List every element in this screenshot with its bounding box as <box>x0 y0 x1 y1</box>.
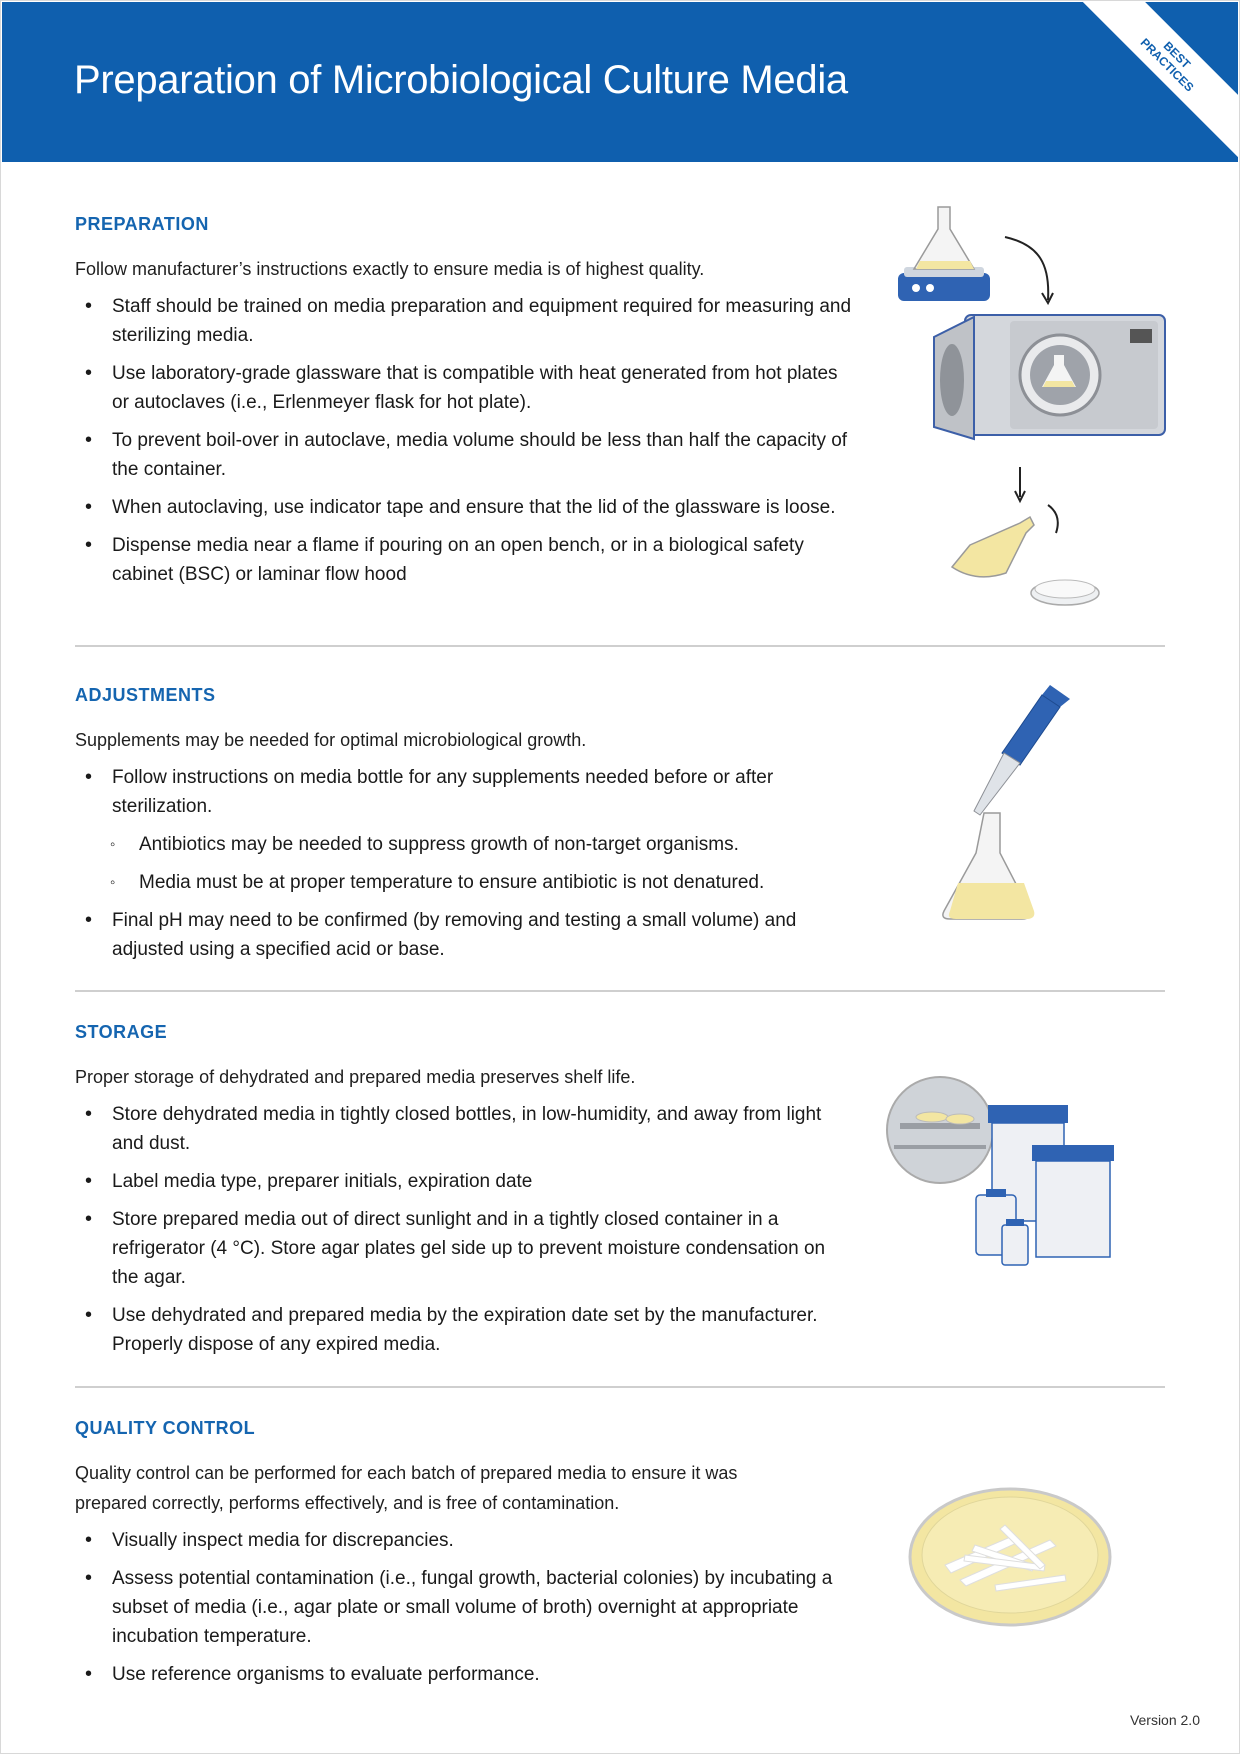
pipette-illustration <box>930 675 1100 925</box>
best-practices-ribbon <box>1065 2 1238 162</box>
section-divider <box>75 1386 1165 1388</box>
bullet-item: • When autoclaving, use indicator tape and ensure that the lid of the glassware is loose. <box>75 493 855 522</box>
bullet-item: • Use reference organisms to evaluate performance. <box>75 1660 855 1689</box>
bullet-list <box>75 292 855 589</box>
autoclave-illustration <box>890 205 1170 615</box>
section-title: PREPARATION <box>75 214 209 234</box>
sub-bullet-item: ◦ Media must be at proper temperature to ensure antibiotic is not denatured. <box>75 868 855 897</box>
refrigerator-inset-icon <box>887 1077 993 1183</box>
section-divider <box>75 990 1165 992</box>
storage-illustration <box>880 1075 1130 1275</box>
flask-icon <box>914 207 974 269</box>
ribbon-label: BEST PRACTICES <box>1137 35 1197 95</box>
page-header <box>2 2 1238 162</box>
bullet-item: • To prevent boil-over in autoclave, media volume should be less than half the capacity of the container. <box>75 426 855 484</box>
bullet-list <box>75 763 855 964</box>
section-title: ADJUSTMENTS <box>75 685 216 705</box>
section-intro: Proper storage of dehydrated and prepared media preserves shelf life. <box>75 1067 636 1087</box>
flask-icon <box>943 813 1034 919</box>
bullet-item: • Staff should be trained on media preparation and equipment required for measuring and sterilizing media. <box>75 292 855 350</box>
bullet-item: • Visually inspect media for discrepancies. <box>75 1526 855 1555</box>
bullet-item: • Use laboratory-grade glassware that is compatible with heat generated from hot plates or autoclaves (i.e., Erlenmeyer flask for hot plate). <box>75 359 855 417</box>
pouring-flask-icon <box>952 517 1034 577</box>
section-quality-control <box>75 1418 855 1698</box>
section-intro: Quality control can be performed for each batch of prepared media to ensure it was prepared correctly, performs effectively, and is free of contamination. <box>75 1463 738 1513</box>
hot-plate-icon <box>898 267 990 301</box>
bullet-item: • Store prepared media out of direct sunlight and in a tightly closed container in a refrigerator (4 °C). Store agar plates gel side up to prevent moisture condensation on the agar. <box>75 1205 855 1292</box>
media-jar-icon <box>976 1105 1114 1265</box>
arrow-icon <box>1048 505 1058 533</box>
section-intro: Follow manufacturer’s instructions exactly to ensure media is of highest quality. <box>75 259 705 279</box>
agar-plate-illustration <box>905 1485 1115 1630</box>
section-title: STORAGE <box>75 1022 168 1042</box>
section-divider <box>75 645 1165 647</box>
bullet-item: • Assess potential contamination (i.e., fungal growth, bacterial colonies) by incubating a subset of media (i.e., agar plate or small volume of broth) overnight at appropriate incubation temperature. <box>75 1564 855 1651</box>
bullet-item: • Label media type, preparer initials, expiration date <box>75 1167 855 1196</box>
pipette-icon <box>974 685 1070 815</box>
bullet-item: • Final pH may need to be confirmed (by removing and testing a small volume) and adjusted using a specified acid or base. <box>75 906 855 964</box>
autoclave-icon <box>934 315 1165 439</box>
section-preparation <box>75 214 855 598</box>
bullet-item: • Use dehydrated and prepared media by the expiration date set by the manufacturer. Properly dispose of any expired media. <box>75 1301 855 1359</box>
bullet-list <box>75 1526 855 1689</box>
page-title: Preparation of Microbiological Culture Media <box>74 58 848 102</box>
sub-bullet-item: ◦ Antibiotics may be needed to suppress growth of non-target organisms. <box>75 830 855 859</box>
bullet-item: • Follow instructions on media bottle for any supplements needed before or after sterilization. <box>75 763 855 821</box>
bullet-list <box>75 1100 855 1359</box>
section-storage <box>75 1022 855 1368</box>
section-intro: Supplements may be needed for optimal microbiological growth. <box>75 730 587 750</box>
bullet-item: • Dispense media near a flame if pouring on an open bench, or in a biological safety cabinet (BSC) or laminar flow hood <box>75 531 855 589</box>
section-title: QUALITY CONTROL <box>75 1418 256 1438</box>
agar-plate-icon <box>910 1489 1110 1625</box>
arrow-icon <box>1005 237 1048 300</box>
version-label: Version 2.0 <box>1129 1712 1200 1728</box>
petri-dish-icon <box>1031 580 1099 605</box>
section-adjustments <box>75 685 855 973</box>
bullet-item: • Store dehydrated media in tightly closed bottles, in low-humidity, and away from light and dust. <box>75 1100 855 1158</box>
